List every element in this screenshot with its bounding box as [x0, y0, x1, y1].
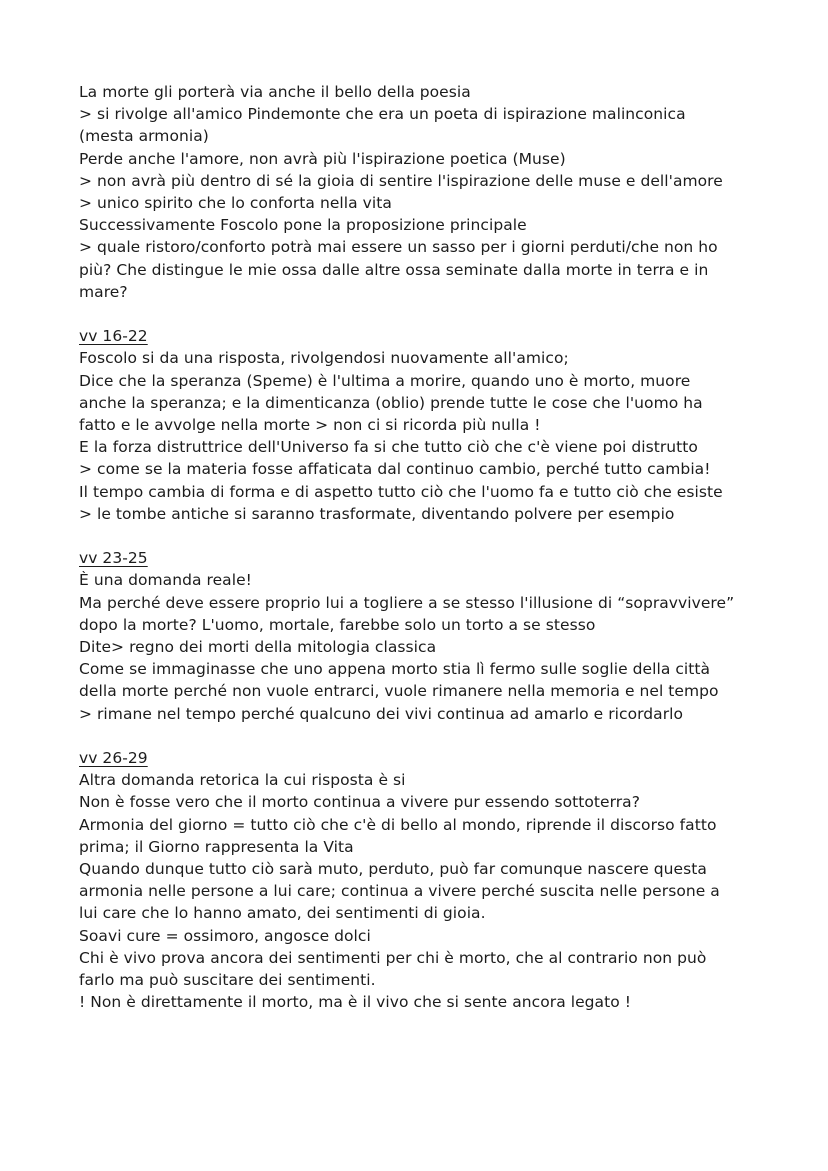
text-line: più? Che distingue le mie ossa dalle altre ossa seminate dalla morte in terra e in [79, 260, 709, 279]
text-line: Ma perché deve essere proprio lui a togliere a se stesso l'illusione di “sopravvivere” [79, 593, 735, 612]
section-vv-26-29 [79, 747, 779, 1013]
section-vv-23-25 [79, 547, 779, 725]
text-line: Armonia del giorno = tutto ciò che c'è di bello al mondo, riprende il discorso fatto [79, 815, 717, 834]
text-line: Dite> regno dei morti della mitologia classica [79, 638, 437, 657]
text-line: ! Non è direttamente il morto, ma è il vivo che si sente ancora legato ! [79, 993, 631, 1012]
section-heading: vv 16-22 [79, 327, 148, 346]
text-line: Quando dunque tutto ciò sarà muto, perduto, può far comunque nascere questa [79, 860, 707, 879]
text-line: > rimane nel tempo perché qualcuno dei vivi continua ad amarlo e ricordarlo [79, 704, 684, 723]
text-line: Non è fosse vero che il morto continua a vivere pur essendo sottoterra? [79, 793, 640, 812]
intro-block [79, 81, 779, 303]
text-line: Chi è vivo prova ancora dei sentimenti per chi è morto, che al contrario non può [79, 948, 707, 967]
text-line: armonia nelle persone a lui care; continua a vivere perché suscita nelle persone a [79, 882, 720, 901]
text-line: (mesta armonia) [79, 127, 209, 146]
text-line: Dice che la speranza (Speme) è l'ultima a morire, quando uno è morto, muore [79, 371, 691, 390]
text-line: Perde anche l'amore, non avrà più l'ispirazione poetica (Muse) [79, 149, 566, 168]
text-line: > si rivolge all'amico Pindemonte che era un poeta di ispirazione malinconica [79, 105, 686, 124]
text-line: E la forza distruttrice dell'Universo fa si che tutto ciò che c'è viene poi distrutto [79, 438, 698, 457]
section-heading: vv 23-25 [79, 549, 148, 568]
text-line: Il tempo cambia di forma e di aspetto tutto ciò che l'uomo fa e tutto ciò che esiste [79, 482, 723, 501]
text-line: > non avrà più dentro di sé la gioia di sentire l'ispirazione delle muse e dell'amore [79, 171, 723, 190]
text-line: > le tombe antiche si saranno trasformate, diventando polvere per esempio [79, 504, 675, 523]
text-line: > come se la materia fosse affaticata dal continuo cambio, perché tutto cambia! [79, 460, 711, 479]
text-line: La morte gli porterà via anche il bello della poesia [79, 83, 471, 101]
text-line: mare? [79, 282, 128, 301]
notes-body [79, 81, 779, 1013]
text-line: Soavi cure = ossimoro, angosce dolci [79, 926, 371, 945]
text-line: lui care che lo hanno amato, dei sentimenti di gioia. [79, 904, 486, 923]
text-line: È una domanda reale! [79, 571, 252, 590]
section-vv-16-22 [79, 325, 779, 525]
text-line: > quale ristoro/conforto potrà mai essere un sasso per i giorni perduti/che non ho [79, 238, 718, 257]
text-line: dopo la morte? L'uomo, mortale, farebbe solo un torto a se stesso [79, 615, 596, 634]
text-line: Successivamente Foscolo pone la proposizione principale [79, 216, 527, 235]
text-line: della morte perché non vuole entrarci, vuole rimanere nella memoria e nel tempo [79, 682, 719, 701]
text-line: prima; il Giorno rappresenta la Vita [79, 837, 354, 856]
text-line: farlo ma può suscitare dei sentimenti. [79, 971, 376, 990]
text-line: Come se immaginasse che uno appena morto stia lì fermo sulle soglie della città [79, 660, 711, 679]
text-line: > unico spirito che lo conforta nella vita [79, 194, 392, 213]
text-line: fatto e le avvolge nella morte > non ci si ricorda più nulla ! [79, 416, 541, 435]
text-line: Altra domanda retorica la cui risposta è si [79, 771, 406, 790]
text-line: anche la speranza; e la dimenticanza (oblio) prende tutte le cose che l'uomo ha [79, 393, 703, 412]
text-line: Foscolo si da una risposta, rivolgendosi nuovamente all'amico; [79, 349, 569, 368]
section-heading: vv 26-29 [79, 749, 148, 768]
